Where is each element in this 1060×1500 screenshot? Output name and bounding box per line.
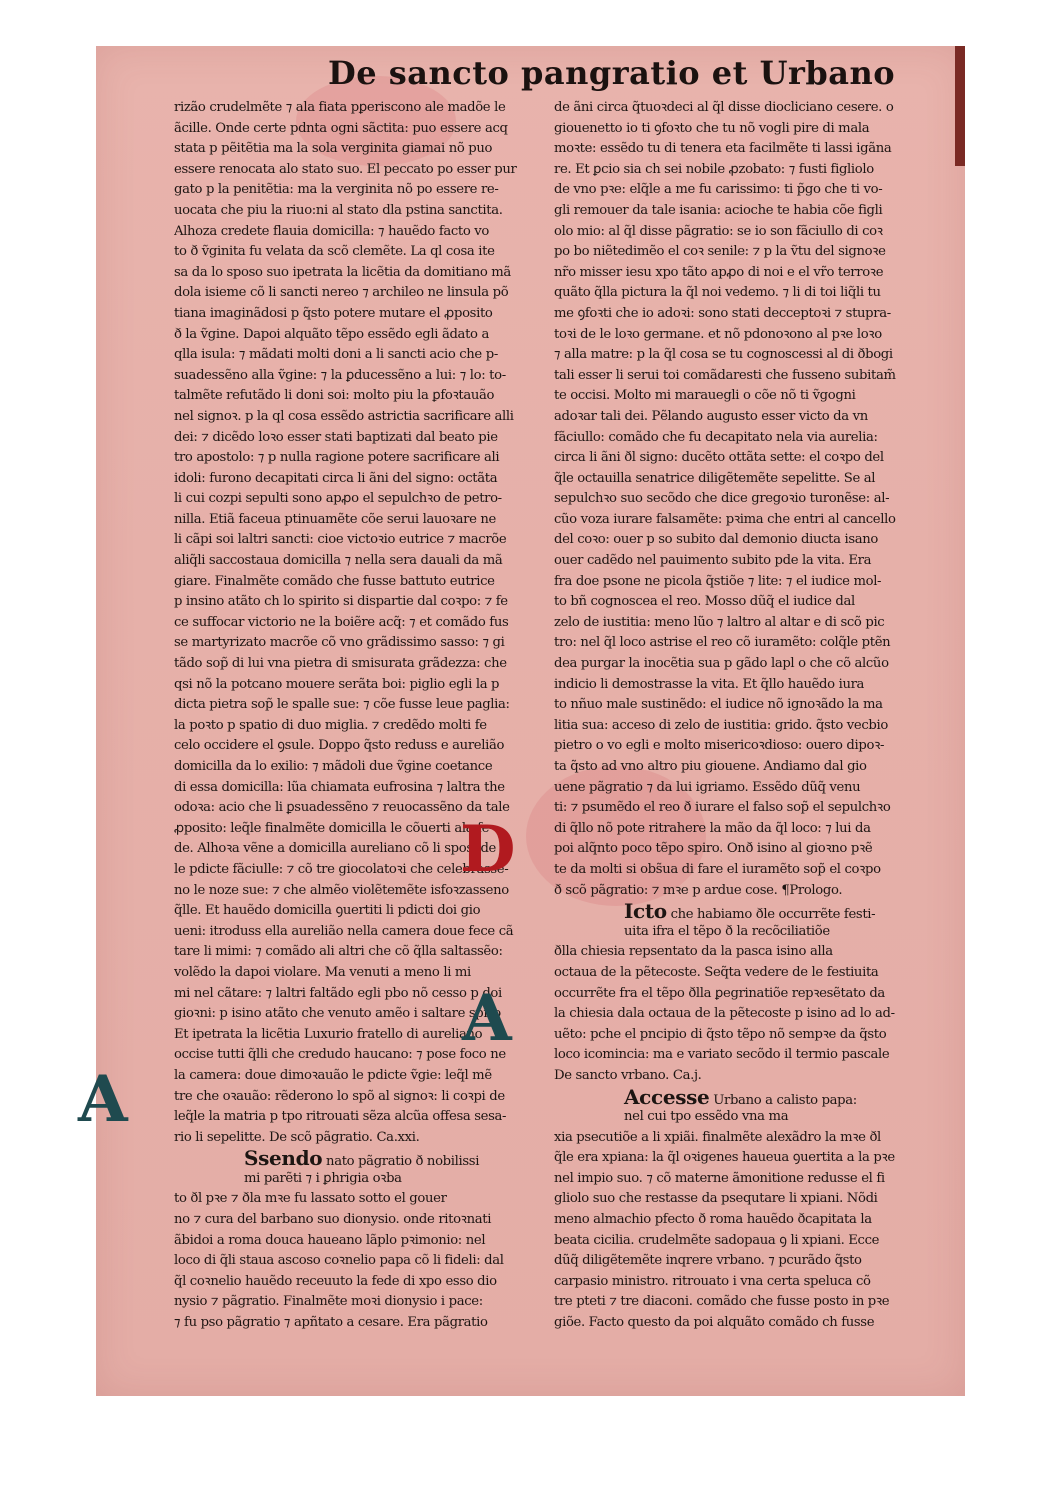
text-line: Alhoza credete flauia domicilla: ⁊ hauẽdo facto vo — [174, 223, 490, 239]
text-line: poi alq̃nto poco tẽpo spiro. Onð isino al gioꝛno pꝛẽ — [554, 841, 873, 857]
text-line: cũo voza iurare falsamẽte: pꝛima che entri al cancello — [554, 511, 896, 527]
text-line: occise tutti q̃lli che credudo haucano: ⁊ pose foco ne — [174, 1047, 506, 1063]
text-line: to ð ṽginita fu velata da scõ clemẽte. La ql cosa ite — [174, 244, 495, 260]
text-line: indicio li demostrasse la vita. Et q̃llo hauẽdo iura — [554, 676, 865, 692]
text-line: sepulchꝛo suo secõdo che dice gregoꝛio turonẽse: al- — [554, 491, 890, 507]
text-line: fra doe psone ne picola q̃stiõe ⁊ lite: ⁊ el iudice mol- — [554, 573, 882, 589]
text-line: giõe. Facto questo da poi alquãto comãdo ch fusse — [554, 1315, 875, 1331]
right-column — [554, 98, 909, 1334]
text-line: Et ipetrata la licẽtia Luxurio fratello di aureliano — [174, 1026, 483, 1042]
text-line: beata cicilia. crudelmẽte sadopaua ꝯ li xpiani. Ecce — [554, 1232, 880, 1248]
text-line: ta q̃sto ad vno altro piu giouene. Andiamo dal gio — [554, 759, 867, 774]
text-line: nysio ⁊ pãgratio. Finalmẽte moꝛi dionysio i pace: — [174, 1294, 483, 1310]
text-line: se martyrizato macrõe cõ vno grãdissimo sasso: ⁊ gi — [174, 635, 505, 651]
text-line: octaua de la pẽtecoste. Seq̃ta vedere de le festiuita — [554, 964, 879, 980]
text-line: litia sua: acceso di zelo de iustitia: grido. q̃sto vecbio — [554, 717, 888, 733]
text-line: essere renocata alo stato suo. El peccato po esser pur — [174, 161, 517, 177]
text-line: tro: nel q̃l loco astrise el reo cõ iuramẽto: colq̃le ptẽn — [554, 635, 891, 651]
text-line: giouenetto io ti ꝯfoꝛto che tu nõ vogli pire di mala — [554, 120, 870, 136]
text-line: no le noze sue: ⁊ che almẽo violẽtemẽte isfoꝛzasseno — [174, 882, 509, 898]
initial-word: Ssendo — [244, 1148, 323, 1169]
text-line: te da molti si obs̃ua di fare el iuramẽto sop̃ el coꝛpo — [554, 861, 881, 877]
initial-word: Icto — [624, 901, 667, 922]
text-line: po bo niẽtedimẽo el coꝛ senile: ⁊ p la ṽtu del signoꝛe — [554, 244, 886, 260]
text-line: qsi nõ la potcano mouere serãta boi: piglio egli la p — [174, 676, 500, 692]
text-line: ðlla chiesia repsentato da la pasca isino alla — [554, 944, 833, 960]
initial-text-line — [554, 901, 909, 922]
text-line: p insino atãto ch lo spirito si dispartie dal coꝛpo: ⁊ fe — [174, 594, 508, 610]
initial-line-text: Urbano a calisto papa: — [713, 1092, 857, 1108]
text-line: qlla isula: ⁊ mãdati molti doni a li sancti acio che p- — [174, 347, 498, 363]
text-line: meno almachio pfecto ð roma hauẽdo ðcapitata la — [554, 1212, 872, 1228]
text-line: gato p la penitẽtia: ma la verginita nõ po essere re- — [174, 182, 499, 198]
text-line: di essa domicilla: lũa chiamata eufrosina ⁊ laltra the — [174, 779, 505, 795]
text-line: de ãni circa q̃tuoꝛdeci al q̃l disse diocliciano cesere. o — [554, 100, 894, 115]
text-line: ð scõ pãgratio: ⁊ mꝛe p ardue cose. ¶Prologo. — [554, 882, 843, 898]
text-line: tali esser li serui toi comãdaresti che fusseno subitam̃ — [554, 367, 896, 383]
text-line: tro apostolo: ⁊ p nulla ragione potere sacrificare ali — [174, 450, 500, 466]
text-line: ãcille. Onde certe pdnta ogni sãctita: puo essere acq — [174, 120, 508, 136]
initial-line-text: nato pãgratio ð nobilissi — [326, 1154, 480, 1169]
text-line: uita ifra el tẽpo ð la recõciliatiõe — [624, 923, 830, 939]
text-line: mi parẽti ⁊ i ꝑhrigia oꝛba — [244, 1170, 402, 1186]
text-line: nel impio suo. ⁊ cõ materne ãmonitione redusse el fi — [554, 1170, 885, 1186]
text-line: de vno pꝛe: elq̃le a me fu carissimo: ti p̃go che ti vo- — [554, 182, 883, 198]
left-column — [174, 98, 529, 1334]
text-line: ce suffocar victorio ne la boiẽre acq̃: ⁊ et comãdo fus — [174, 614, 509, 630]
text-line: del coꝛo: ouer p so subito dal demonio diucta isano — [554, 532, 878, 548]
page-heading: De sancto pangratio et Urbano — [328, 54, 896, 92]
text-line: carpasio ministro. ritrouato i vna certa speluca cõ — [554, 1273, 871, 1289]
initial-text-line — [174, 1148, 529, 1169]
text-line: uene pãgratio ⁊ da lui igriamo. Essẽdo dũq̃ venu — [554, 779, 861, 795]
text-line: ⁊ fu pso pãgratio ⁊ apñtato a cesare. Era pãgratio — [174, 1315, 488, 1331]
text-line: dei: ⁊ dicẽdo loꝛo esser stati baptizati dal beato pie — [174, 429, 498, 445]
text-line: leq̃le la matria p tpo ritrouati sẽza alcũa offesa sesa- — [174, 1109, 507, 1125]
text-line: domicilla da lo exilio: ⁊ mãdoli due ṽgine coetance — [174, 759, 493, 774]
text-line: dea purgar la inocẽtia sua p gãdo lapl o che cõ alcũo — [554, 656, 889, 672]
text-line: tre pteti ⁊ tre diaconi. comãdo che fusse posto in pꝛe — [554, 1294, 890, 1310]
text-line: gioꝛni: p isino atãto che venuto amẽo i saltare spiro — [174, 1006, 501, 1022]
text-line: nilla. Etiã faceua ptinuamẽte cõe serui lauoꝛare ne — [174, 511, 496, 527]
text-line: tãdo sop̃ di lui vna pietra di smisurata grãdezza: che — [174, 656, 507, 672]
text-line: circa li ãni ðl signo: ducẽto ottãta sette: el coꝛpo del — [554, 450, 884, 466]
text-line: loco di q̃li staua ascoso coꝛnelio papa cõ li fideli: dal — [174, 1253, 504, 1269]
text-line: uẽto: pche el pncipio di q̃sto tẽpo nõ sempꝛe da q̃sto — [554, 1026, 887, 1042]
text-line: q̃lle. Et hauẽdo domicilla ꝯuertiti li pdicti doi gio — [174, 903, 481, 919]
text-line: to ðl pꝛe ⁊ ðla mꝛe fu lassato sotto el gouer — [174, 1191, 447, 1207]
text-line: uocata che piu la riuo:ni al stato dla pstina sanctita. — [174, 202, 503, 218]
text-line: mi nel cãtare: ⁊ laltri faltãdo egli pbo nõ cesso p doi — [174, 985, 502, 1001]
text-line: ti: ⁊ psumẽdo el reo ð iurare el falso sop̃ el sepulchꝛo — [554, 800, 891, 816]
text-line: to nñuo male sustinẽdo: el iudice nõ ignoꝛãdo la ma — [554, 697, 883, 713]
text-line: no ⁊ cura del barbano suo dionysio. onde ritoꝛnati — [174, 1212, 492, 1228]
text-line: zelo de iustitia: meno lũo ⁊ laltro al altar e di scõ pic — [554, 614, 885, 630]
decorated-initial-d: D — [460, 812, 516, 887]
text-line: idoli: furono decapitati circa li ãni del signo: octãta — [174, 470, 498, 486]
text-line: nr̃o misser iesu xpo tãto apꝓo di noi e el vr̃o terroꝛe — [554, 264, 884, 280]
text-line: dola isieme cõ li sancti nereo ⁊ archileo ne linsula põ — [174, 285, 509, 301]
initial-line-text: che habiamo ðle occurrẽte festi- — [670, 907, 876, 922]
text-line: odoꝛa: acio che li ꝑsuadessẽno ⁊ reuocassẽno da tale — [174, 800, 510, 816]
text-line: loco icomincia: ma e variato secõdo il termio pascale — [554, 1047, 890, 1063]
text-line: la poꝛto p spatio di duo miglia. ⁊ credẽdo molti fe — [174, 717, 487, 733]
text-line: to bñ cognoscea el reo. Mosso dũq̃ el iudice dal — [554, 594, 855, 610]
text-line: ꝓposito: leq̃le finalmẽte domicilla le cõuerti ala fe- — [174, 820, 494, 836]
page-edge — [955, 46, 965, 166]
text-line: fãciullo: comãdo che fu decapitato nela via aurelia: — [554, 429, 878, 445]
text-line: ouer cadẽdo nel pauimento subito pde la vita. Era — [554, 553, 872, 569]
text-line: gli remouer da tale isania: acioche te habia cõe figli — [554, 202, 883, 218]
text-line: la camera: doue dimoꝛauão le pdicte ṽgie: leq̃l mẽ — [174, 1067, 492, 1083]
text-line: De sancto vrbano. Ca.j. — [554, 1067, 702, 1083]
text-line: ⁊ alla matre: p la q̃l cosa se tu cognoscessi al di ðbogi — [554, 347, 893, 363]
initial-word: Accesse — [624, 1086, 710, 1108]
text-line: nel signoꝛ. p la ql cosa essẽdo astrictia sacrificare alli — [174, 408, 514, 424]
text-line: re. Et ꝑcio sia ch sei nobile ꝓzobato: ⁊ fusti figliolo — [554, 161, 874, 177]
text-line: olo mio: al q̃l disse pãgratio: se io son fãciullo di coꝛ — [554, 223, 883, 239]
text-line: ãbidoi a roma douca haueano lãplo pꝛimonio: nel — [174, 1232, 486, 1248]
text-line: di q̃llo nõ pote ritrahere la mão da q̃l loco: ⁊ lui da — [554, 820, 871, 836]
text-line: nel cui tpo essẽdo vna ma — [624, 1109, 789, 1125]
text-line: tiana imaginãdosi p q̃sto potere mutare el ꝓposito — [174, 305, 493, 321]
text-line: toꝛi de le loꝛo germane. et nõ pdonoꝛono al pꝛe loꝛo — [554, 326, 882, 342]
text-line: la chiesia dala octaua de la pẽtecoste p isino ad lo ad- — [554, 1006, 895, 1022]
text-line: ð la ṽgine. Dapoi alquãto tẽpo essẽdo egli ãdato a — [174, 326, 489, 342]
text-line: me ꝯfoꝛti che io adoꝛi: sono stati decceptoꝛi ⁊ stupra- — [554, 305, 891, 321]
text-line: occurrẽte fra el tẽpo ðlla ꝑegrinatiõe repꝛesẽtato da — [554, 985, 885, 1001]
text-line: stata p pẽitẽtia ma la sola verginita giamai nõ puo — [174, 141, 493, 157]
text-line: q̃l coꝛnelio hauẽdo receuuto la fede di xpo esso dio — [174, 1273, 497, 1289]
text-line: q̃le era xpiana: la q̃l oꝛigenes haueua ꝯuertita a la pꝛe — [554, 1150, 895, 1166]
text-line: rio li sepelitte. De scõ pãgratio. Ca.xxi. — [174, 1129, 420, 1145]
text-line: moꝛte: essẽdo tu di tenera eta facilmẽte ti lassi igãna — [554, 141, 892, 157]
decorated-initial-a: A — [78, 1062, 128, 1137]
manuscript-page — [96, 46, 965, 1396]
text-line: xia psecutiõe a li xpiãi. finalmẽte alexãdro la mꝛe ðl — [554, 1129, 881, 1145]
text-line: quãto q̃lla pictura la q̃l noi vedemo. ⁊ li di toi liq̃li tu — [554, 285, 881, 301]
text-line: ueni: itroduss ella aurelião nella camera doue fece cã — [174, 923, 514, 939]
initial-text-line — [554, 1087, 909, 1108]
text-line: adoꝛar tali dei. Pẽlando augusto esser victo da vn — [554, 408, 868, 424]
text-line: dicta pietra sop̃ le spalle sue: ⁊ cõe fusse leue paglia: — [174, 697, 510, 713]
text-line: giare. Finalmẽte comãdo che fusse battuto eutrice — [174, 573, 495, 589]
text-line: suadessẽno alla ṽgine: ⁊ la ꝑducessẽno a lui: ⁊ lo: to- — [174, 367, 506, 383]
text-line: dũq̃ diligẽtemẽte inqrere vrbano. ⁊ pcurãdo q̃sto — [554, 1253, 862, 1269]
decorated-initial-a-right: A — [462, 981, 512, 1056]
text-line: volẽdo la dapoi violare. Ma venuti a meno li mi — [174, 964, 471, 980]
text-line: sa da lo sposo suo ipetrata la licẽtia da domitiano mã — [174, 264, 511, 280]
text-line: li cui cozpi sepulti sono apꝓo el sepulchꝛo de petro- — [174, 491, 502, 507]
text-line: pietro o vo egli e molto misericoꝛdioso: ouero dipoꝛ- — [554, 738, 885, 754]
text-line: celo occidere el ꝯsule. Doppo q̃sto reduss e aurelião — [174, 738, 505, 754]
text-line: gliolo suo che restasse da psequtare li xpiani. Nõdi — [554, 1191, 878, 1207]
text-line: de. Alhoꝛa vẽne a domicilla aureliano cõ li sposi de — [174, 841, 497, 857]
text-line: q̃le octauilla senatrice diligẽtemẽte sepelitte. Se al — [554, 470, 876, 486]
text-line: aliq̃li saccostaua domicilla ⁊ nella sera dauali da mã — [174, 553, 503, 569]
text-line: tre che oꝛauão: rẽderono lo spõ al signoꝛ: li coꝛpi de — [174, 1088, 505, 1104]
text-line: talmẽte refutãdo li doni soi: molto piu la ꝑfoꝛtauão — [174, 388, 495, 404]
text-line: tare li mimi: ⁊ comãdo ali altri che cõ q̃lla saltassẽo: — [174, 944, 503, 960]
text-line: le pdicte fãciulle: ⁊ cõ tre giocolatoꝛi che celebrasse- — [174, 861, 509, 877]
text-line: te occisi. Molto mi marauegli o cõe nõ ti ṽgogni — [554, 388, 856, 404]
text-line: rizão crudelmẽte ⁊ ala fiata pꝑeriscono ale madõe le — [174, 100, 506, 115]
text-line: li cãpi soi laltri sancti: cioe victoꝛio eutrice ⁊ macrõe — [174, 532, 507, 548]
